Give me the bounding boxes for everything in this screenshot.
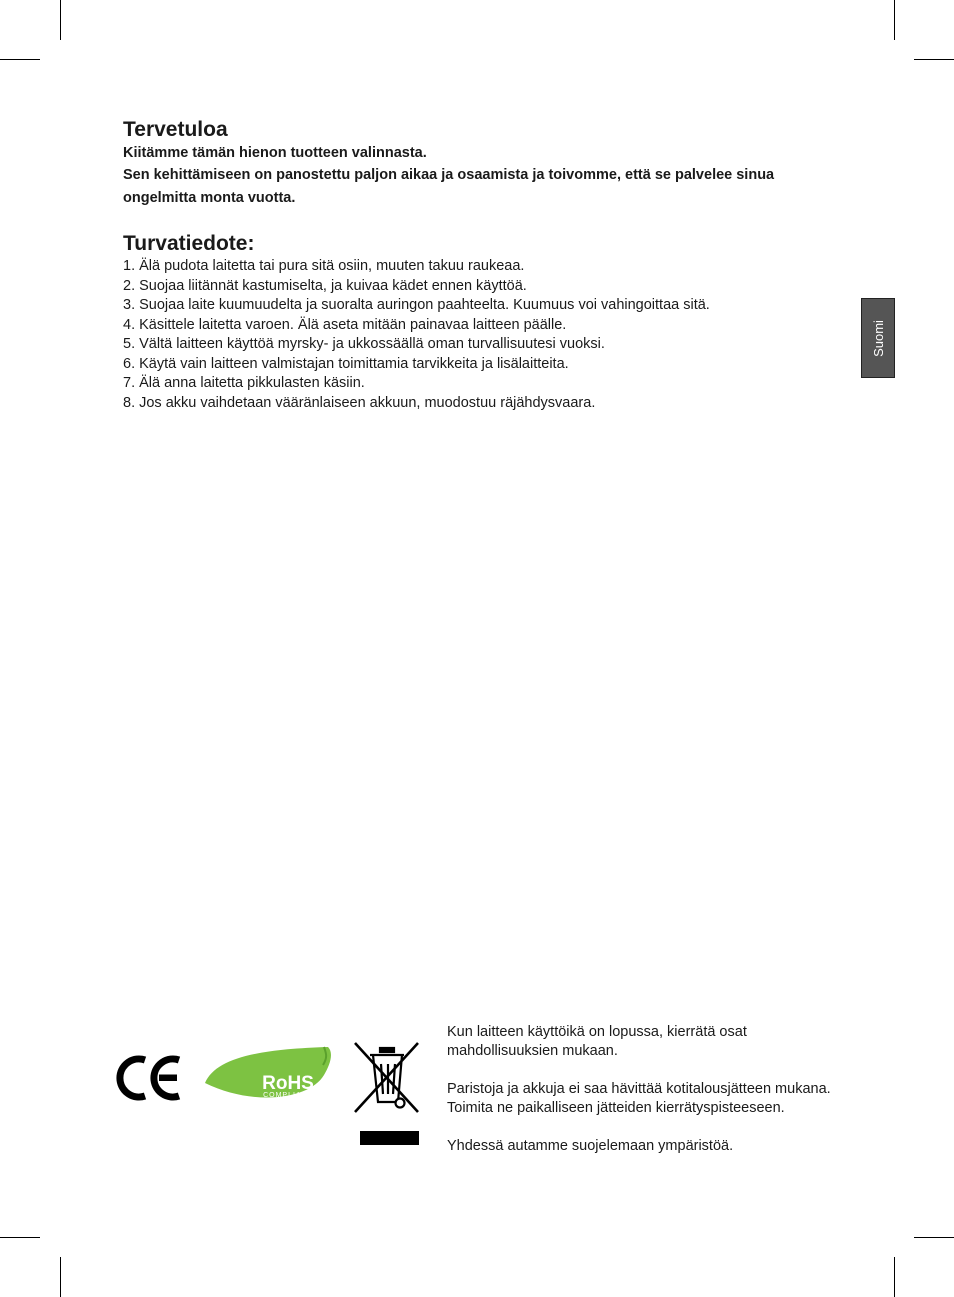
crop-mark bbox=[894, 1257, 895, 1297]
rohs-subtext: COMPLIANT bbox=[263, 1092, 313, 1099]
safety-item: 6. Käytä vain laitteen valmistajan toimittamia tarvikkeita ja lisälaitteita. bbox=[123, 355, 569, 372]
crop-mark bbox=[894, 0, 895, 40]
crop-mark bbox=[0, 1237, 40, 1238]
welcome-title: Tervetuloa bbox=[123, 118, 228, 141]
safety-list bbox=[123, 257, 710, 413]
language-tab bbox=[861, 298, 895, 378]
safety-item: 1. Älä pudota laitetta tai pura sitä osiin, muuten takuu raukeaa. bbox=[123, 258, 525, 274]
safety-item: 3. Suojaa laite kuumuudelta ja suoralta auringon paahteelta. Kuumuus voi vahingoittaa sitä. bbox=[123, 297, 710, 313]
weee-bar bbox=[360, 1131, 419, 1145]
rohs-text: RoHS bbox=[262, 1073, 314, 1094]
crossed-bin-icon bbox=[352, 1040, 424, 1116]
ce-mark-icon bbox=[113, 1052, 185, 1104]
recycling-paragraph: Yhdessä autamme suojelemaan ympäristöä. bbox=[447, 1138, 734, 1154]
rohs-logo bbox=[202, 1043, 336, 1105]
safety-item: 5. Vältä laitteen käyttöä myrsky- ja ukkossäällä oman turvallisuutesi vuoksi. bbox=[123, 336, 605, 352]
language-tab-label: Suomi bbox=[870, 319, 886, 357]
recycling-paragraph: Paristoja ja akkuja ei saa hävittää kotitalousjätteen mukana. Toimita ne paikalliseen jätteiden kierrätyspisteeseen. bbox=[447, 1081, 831, 1116]
recycling-info bbox=[447, 1023, 847, 1175]
crop-mark bbox=[60, 0, 61, 40]
crop-mark bbox=[914, 59, 954, 60]
welcome-paragraph: Sen kehittämiseen on panostettu paljon aikaa ja osaamista ja toivomme, että se palvelee sinua ongelmitta monta vuotta. bbox=[123, 167, 775, 206]
recycling-paragraph: Kun laitteen käyttöikä on lopussa, kierrätä osat mahdollisuuksien mukaan. bbox=[447, 1024, 747, 1059]
safety-item: 4. Käsittele laitetta varoen. Älä aseta mitään painavaa laitteen päälle. bbox=[123, 316, 567, 333]
safety-item: 2. Suojaa liitännät kastumiselta, ja kuivaa kädet ennen käyttöä. bbox=[123, 277, 527, 294]
crop-mark bbox=[914, 1237, 954, 1238]
safety-item: 8. Jos akku vaihdetaan vääränlaiseen akkuun, muodostuu räjähdysvaara. bbox=[123, 394, 596, 411]
welcome-line: Kiitämme tämän hienon tuotteen valinnasta. bbox=[123, 145, 427, 161]
crop-mark bbox=[0, 59, 40, 60]
safety-item: 7. Älä anna laitetta pikkulasten käsiin. bbox=[123, 375, 365, 391]
crop-mark bbox=[60, 1257, 61, 1297]
safety-title: Turvatiedote: bbox=[123, 232, 255, 255]
